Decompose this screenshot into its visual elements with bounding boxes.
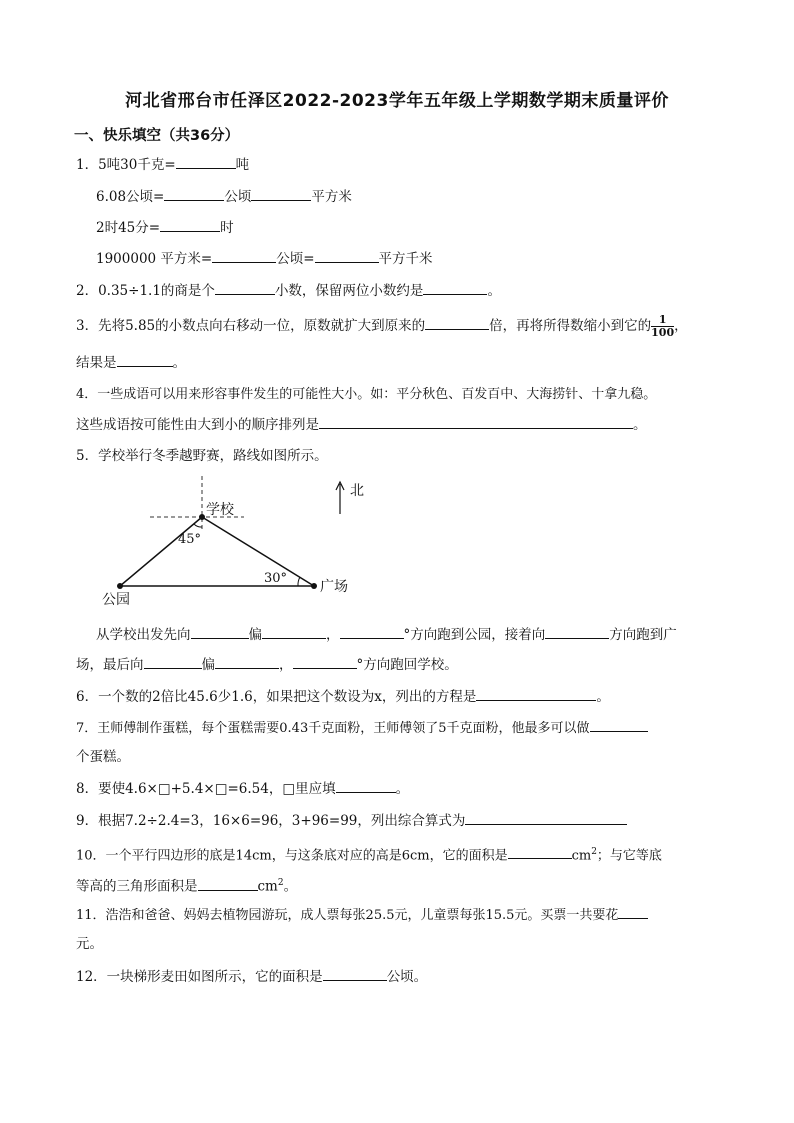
question-text: 。 <box>633 417 647 433</box>
question-2 <box>76 280 501 301</box>
unit-text: 公顷= <box>276 251 315 267</box>
question-3-line2 <box>76 352 186 373</box>
question-11-line2 <box>76 934 103 954</box>
question-10-line2 <box>76 873 297 897</box>
question-text: ， <box>279 657 293 673</box>
question-text: 。 <box>596 689 610 705</box>
answer-blank[interactable] <box>340 624 404 639</box>
question-1a <box>76 154 249 175</box>
answer-blank[interactable] <box>465 810 627 825</box>
answer-blank[interactable] <box>198 876 258 891</box>
answer-blank[interactable] <box>323 966 387 981</box>
question-text: ， <box>326 627 340 643</box>
answer-blank[interactable] <box>618 904 648 919</box>
question-1c <box>96 217 234 238</box>
question-text: 小数，保留两位小数约是 <box>274 283 424 299</box>
answer-blank[interactable] <box>117 352 173 367</box>
question-text: 。 <box>395 781 410 797</box>
unit-superscript: 2 <box>277 878 284 888</box>
answer-blank[interactable] <box>508 844 572 859</box>
question-text: 元。 <box>76 936 103 952</box>
fraction <box>651 314 674 339</box>
question-5-line2 <box>76 654 458 675</box>
route-school-park <box>120 517 202 586</box>
answer-blank[interactable] <box>293 654 357 669</box>
question-text: 偏 <box>248 627 262 643</box>
park-point <box>117 583 123 589</box>
answer-blank[interactable] <box>545 624 609 639</box>
question-text: 11．浩浩和爸爸、妈妈去植物园游玩，成人票每张25.5元，儿童票每张15.5元。买票一共要花 <box>76 908 619 923</box>
answer-blank[interactable] <box>425 315 489 330</box>
question-text: 9．根据7.2÷2.4=3，16×6=96，3+96=99，列出综合算式为 <box>76 813 466 829</box>
answer-blank[interactable] <box>176 154 236 169</box>
question-7-line2 <box>76 747 130 767</box>
question-text: 8．要使4.6×□+5.4×□=6.54，□里应填 <box>76 781 336 797</box>
question-text: 方向跑到广 <box>609 627 677 643</box>
park-label: 公园 <box>102 592 130 608</box>
question-text: 。 <box>172 355 186 371</box>
angle-arc-square <box>298 577 300 586</box>
question-4 <box>76 385 656 405</box>
question-text: 6．一个数的2倍比45.6少1.6，如果把这个数设为x，列出的方程是 <box>76 689 477 705</box>
unit-text: cm <box>257 878 278 895</box>
question-text: 场，最后向 <box>76 657 144 673</box>
answer-blank[interactable] <box>144 654 202 669</box>
unit-text: 吨 <box>235 157 250 173</box>
answer-blank[interactable] <box>590 717 648 732</box>
unit-text: 平方千米 <box>378 251 433 267</box>
route-diagram <box>90 474 420 614</box>
question-7 <box>76 717 648 739</box>
question-text: 1．5吨30千克= <box>76 157 176 173</box>
question-text: 2时45分= <box>96 220 161 236</box>
answer-blank[interactable] <box>160 217 220 232</box>
square-point <box>311 583 317 589</box>
question-text: 结果是 <box>76 355 117 371</box>
page-title: 河北省邢台市任泽区2022-2023学年五年级上学期数学期末质量评价 <box>125 91 669 111</box>
question-text: 偏 <box>201 657 215 673</box>
answer-blank[interactable] <box>215 280 275 295</box>
unit-text: 公顷 <box>224 189 252 205</box>
angle-label-school: 45° <box>178 532 202 547</box>
question-3 <box>76 314 688 339</box>
answer-blank[interactable] <box>262 624 326 639</box>
question-1b <box>96 186 352 207</box>
question-11 <box>76 904 648 926</box>
question-4-line2 <box>76 414 647 435</box>
answer-blank[interactable] <box>191 624 249 639</box>
answer-blank[interactable] <box>215 654 279 669</box>
question-1d <box>96 248 433 269</box>
question-text: 个蛋糕。 <box>76 749 130 765</box>
question-6 <box>76 686 610 707</box>
question-text: 6.08公顷= <box>96 189 165 205</box>
question-5 <box>76 446 328 466</box>
question-text: 3．先将5.85的小数点向右移动一位，原数就扩大到原来的 <box>76 318 426 334</box>
answer-blank[interactable] <box>423 280 487 295</box>
answer-blank[interactable] <box>164 186 224 201</box>
answer-blank[interactable] <box>319 414 633 429</box>
question-text: 。 <box>283 878 298 895</box>
question-9 <box>76 810 627 831</box>
question-text: 4．一些成语可以用来形容事件发生的可能性大小。如：平分秋色、百发百中、大海捞针、十拿九稳。 <box>76 387 657 402</box>
question-text: 1900000 平方米= <box>96 251 213 267</box>
unit-text: 公顷。 <box>386 969 428 985</box>
question-text: 10．一个平行四边形的底是14cm，与这条底对应的高是6cm，它的面积是 <box>76 848 508 864</box>
school-point <box>199 514 205 520</box>
unit-text: cm <box>571 848 592 864</box>
question-text: 5．学校举行冬季越野赛，路线如图所示。 <box>76 448 328 464</box>
fraction-denominator: 100 <box>651 326 675 339</box>
angle-label-square: 30° <box>264 571 288 586</box>
question-8 <box>76 778 409 799</box>
question-text: °方向跑到公园，接着向 <box>403 627 546 643</box>
question-text: 从学校出发先向 <box>96 627 191 643</box>
answer-blank[interactable] <box>476 686 596 701</box>
question-12 <box>76 966 427 987</box>
answer-blank[interactable] <box>315 248 379 263</box>
unit-text: 平方米 <box>311 189 352 205</box>
fraction-numerator: 1 <box>651 314 674 327</box>
unit-text: 时 <box>220 220 234 236</box>
question-text: 倍，再将所得数缩小到它的 <box>489 318 652 334</box>
school-label: 学校 <box>206 502 234 518</box>
question-text: °方向跑回学校。 <box>356 657 458 673</box>
answer-blank[interactable] <box>212 248 276 263</box>
square-label: 广场 <box>320 579 348 595</box>
question-text: 2．0.35÷1.1的商是个 <box>76 283 215 299</box>
angle-arc-school <box>194 524 202 527</box>
question-text: ；与它等底 <box>596 848 662 864</box>
unit-superscript: 2 <box>591 847 597 857</box>
question-text: 12．一块梯形麦田如图所示，它的面积是 <box>76 969 323 985</box>
route-square-school <box>202 517 314 586</box>
question-text: 。 <box>487 283 501 299</box>
answer-blank[interactable] <box>336 778 396 793</box>
answer-blank[interactable] <box>251 186 311 201</box>
section-heading: 一、快乐填空（共36分） <box>74 128 240 144</box>
question-text: 7．王师傅制作蛋糕，每个蛋糕需要0.43千克面粉，王师傅领了5千克面粉，他最多可以做 <box>76 721 590 736</box>
question-text: 等高的三角形面积是 <box>76 878 198 895</box>
question-10 <box>76 842 662 866</box>
north-label: 北 <box>350 483 364 499</box>
question-5-line1 <box>96 624 677 645</box>
question-text: ， <box>674 318 688 334</box>
question-text: 这些成语按可能性由大到小的顺序排列是 <box>76 417 319 433</box>
